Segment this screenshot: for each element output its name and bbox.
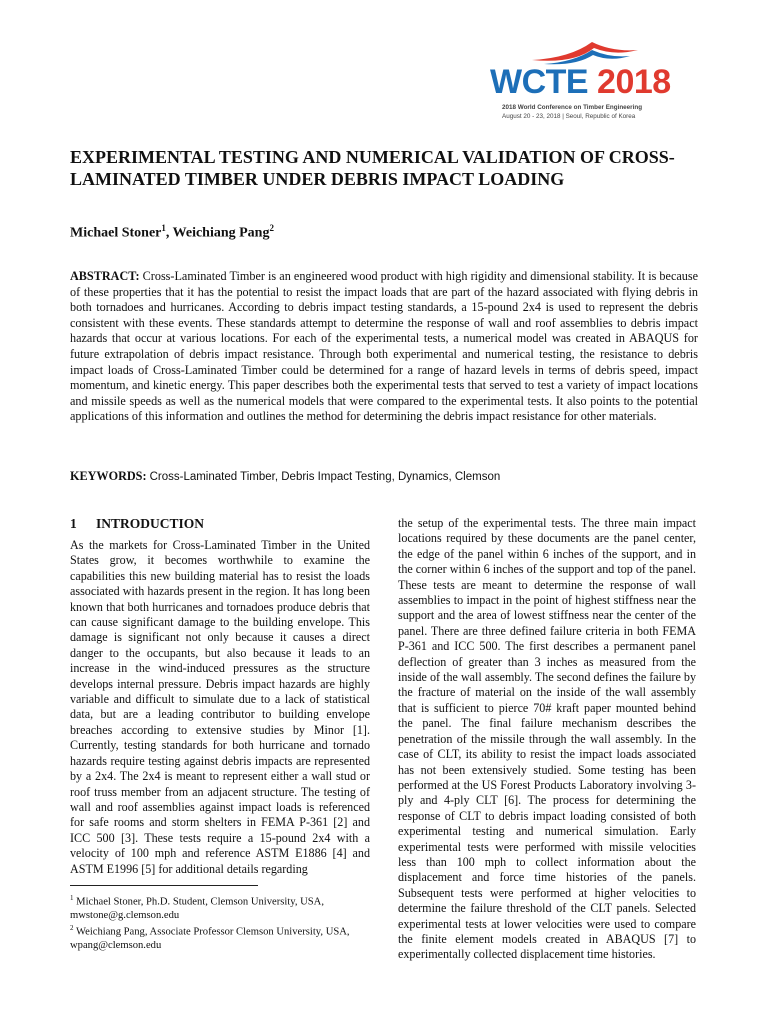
section-number: 1: [70, 516, 77, 531]
keywords: [70, 469, 698, 486]
abstract: [70, 269, 698, 425]
logo-title: WCTE 2018: [490, 63, 671, 101]
footnote-divider: [70, 885, 258, 886]
section-heading: [70, 515, 370, 532]
author-1-mark: 1: [161, 223, 166, 233]
author-2-mark: 2: [269, 223, 274, 233]
right-column-text: the setup of the experimental tests. The three main impact locations required by these documents are the panel center, the edge of the panel within 6 inches of the support, and in the corner within 6 inches of the support and top of the panel. These tests are meant to determine the response of wall assemblies to impact in the point of highest stiffness near the support and the area of lowest stiffness near the center of the panel. There are three defined failure criteria in both FEMA P-361 and ICC 500. The first describes a permanent panel deflection of greater than 3 inches as measured from the inside of the wall assembly. The second defines the failure by the fracture of material on the inside of the wall assembly that is sufficient to pierce 70# kraft paper mounted behind the panel. The final failure mechanism describes the penetration of the missile through the wall assembly. In the case of CLT, its ability to resist the impact loads associated has not been extensively studied. Some testing has been performed at the US Forest Products Laboratory involving 3-ply and 4-ply CLT [6]. The process for determining the response of CLT to debris impact loading consisted of both experimental testing and numerical simulation. Early experimental tests were performed with missile velocities less than 100 mph to collect information about the displacement and force time histories of the panels. Subsequent tests were performed at higher velocities to determine the failure threshold of the CLT panels. Selected experimental tests at lower velocities were used to compare the finite element models created in ABAQUS [7] to experimentally collected displacement time histories.: [398, 516, 696, 962]
logo-dates: August 20 - 23, 2018 | Seoul, Republic of Korea: [502, 113, 636, 120]
logo-year: 2018: [597, 63, 671, 101]
footnote-2: $^2$ Weichiang Pang, Associate Professor Clemson University, USA, wpang@clemson.edu: [70, 924, 350, 952]
conference-logo: [490, 38, 670, 122]
paper-title: EXPERIMENTAL TESTING AND NUMERICAL VALIDATION OF CROSS-LAMINATED TIMBER UNDER DEBRIS IMPACT LOADING: [70, 147, 675, 189]
logo-conference-name: 2018 World Conference on Timber Engineering: [502, 104, 643, 111]
right-column: [398, 516, 696, 963]
author-line: Michael Stoner$^1$, Weichiang Pang$^2$: [70, 223, 274, 241]
footnote-1: $^1$ Michael Stoner, Ph.D. Student, Clemson University, USA, mwstone@g.clemson.edu: [70, 894, 324, 921]
left-column: [70, 515, 370, 877]
keywords-label: KEYWORDS:: [70, 469, 147, 483]
abstract-text: Cross-Laminated Timber is an engineered wood product with high rigidity and dimensional stability. It is because of these properties that it has the potential to resist the impact loads that are part of the hazard associated with flying debris in both tornadoes and hurricanes. According to debris impact testing standards, a 15-pound 2x4 is used to represent the debris consistent with these events. These standards attempt to determine the response of wall and roof assemblies to debris impact hazards that occur at various locations. For each of the experimental tests, a numerical model was created in ABAQUS for future extrapolation of debris impact resistance. Through both experimental and numerical testing, the resistance to debris impact loads of Cross-Laminated Timber could be determined for a range of hazard levels in terms of debris speed, impact momentum, and kinetic energy. This paper describes both the experimental tests that served to test a variety of impact locations and missile speeds as well as the numerical models that were compared to the experimental tests. It also points to the potential applications of this information and outlines the method for determining the debris impact resistance for other materials.: [70, 269, 699, 424]
logo-subtitle: [502, 103, 672, 121]
footnotes: [70, 892, 370, 953]
keywords-text: Cross-Laminated Timber, Debris Impact Testing, Dynamics, Clemson: [149, 471, 501, 483]
section-title: INTRODUCTION: [96, 516, 205, 531]
abstract-label: ABSTRACT:: [70, 269, 140, 283]
left-column-text: As the markets for Cross-Laminated Timber in the United States grow, it becomes worthwhile to examine the capabilities this new building material has to resist the loads associated with hazards present in the region. It has long been known that both hurricanes and tornadoes produce debris that can cause significant damage to the building envelope. This damage is significant not only because it causes a direct danger to the occupants, but also because it leads to an increase in the wind-induced pressures as the structure develops internal pressure. Debris impact hazards are highly variable and difficult to simulate due to a lack of statistical data, but are a leading contributor to building envelope breaches according to extensive studies by Minor [1]. Currently, testing standards for both hurricane and tornado hazards require testing against debris impacts are represented by a 2x4. The 2x4 is meant to represent either a wall stud or roof truss member from an adjacent structure. The testing of wall and roof assemblies against impact loads is referenced for safe rooms and storm shelters in FEMA P-361 [2] and ICC 500 [3]. These tests require a 15-pound 2x4 with a velocity of 100 mph and reference ASTM E1886 [4] and ASTM E1996 [5] for additional details regarding: [70, 538, 370, 876]
author-1: Michael Stoner: [70, 225, 162, 241]
author-2: Weichiang Pang: [172, 225, 270, 241]
pagoda-roof-icon: [530, 38, 640, 66]
